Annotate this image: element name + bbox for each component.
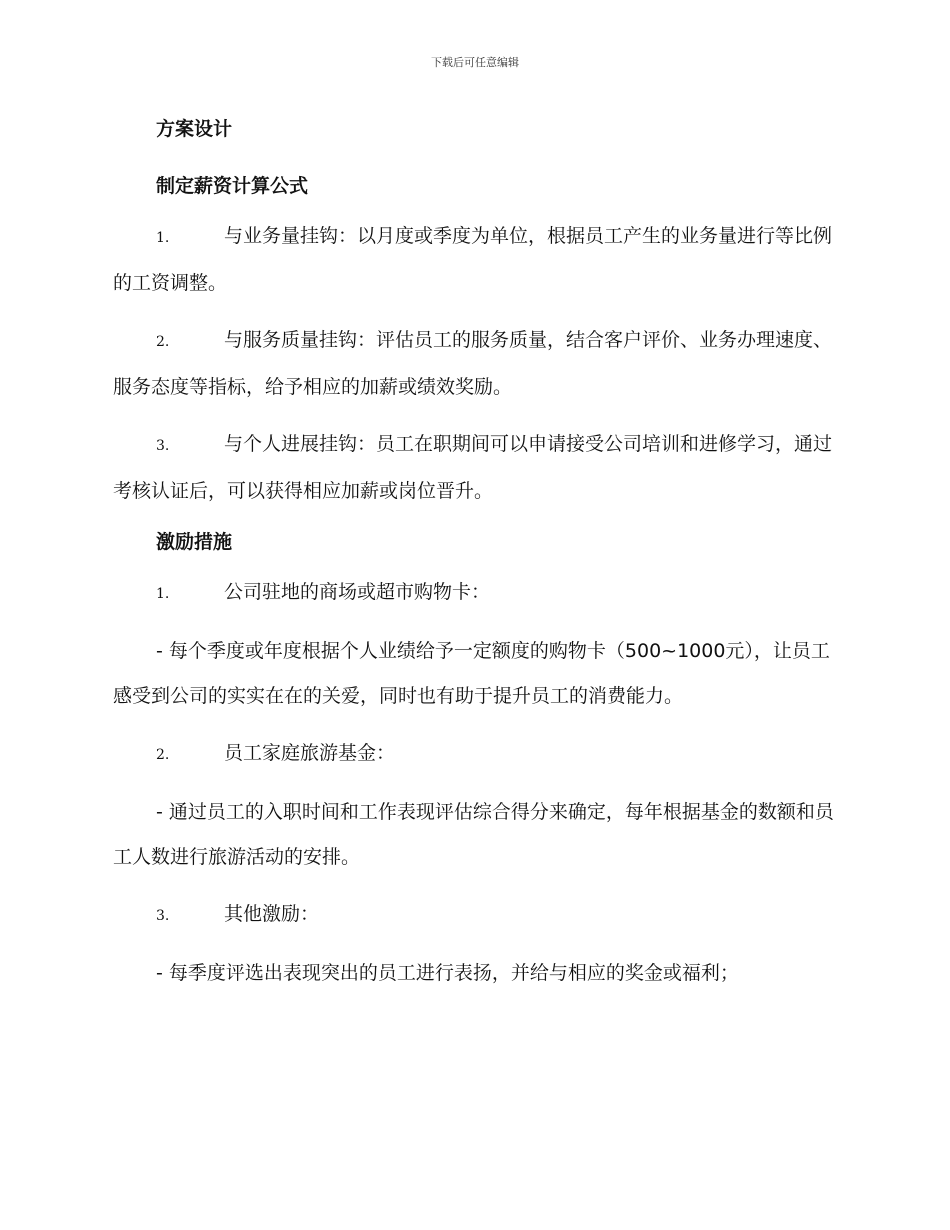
list-item-text: 其他激励： bbox=[224, 903, 320, 925]
list-item bbox=[113, 318, 835, 410]
list-item bbox=[113, 422, 835, 514]
list-item bbox=[113, 892, 835, 939]
section-title: 方案设计 bbox=[156, 118, 233, 140]
subsection-heading-incentives: 激励措施 bbox=[156, 531, 233, 553]
list-item bbox=[113, 214, 835, 306]
list-item-text: 公司驻地的商场或超市购物卡： bbox=[224, 581, 491, 603]
list-number: 1. bbox=[156, 230, 170, 246]
list-item-text: 员工家庭旅游基金： bbox=[224, 742, 396, 764]
list-number: 2. bbox=[156, 334, 170, 350]
list-number: 3. bbox=[156, 438, 170, 454]
list-item bbox=[113, 731, 835, 778]
list-item-text: 与个人进展挂钩：员工在职期间可以申请接受公司培训和进修学习，通过考核认证后，可以获得相应加薪或岗位晋升。 bbox=[113, 433, 833, 502]
list-number: 3. bbox=[156, 908, 170, 924]
list-number: 1. bbox=[156, 586, 170, 602]
list-item-detail: - 每季度评选出表现突出的员工进行表扬，并给与相应的奖金或福利； bbox=[156, 962, 739, 984]
list-item-text: 与业务量挂钩：以月度或季度为单位，根据员工产生的业务量进行等比例的工资调整。 bbox=[113, 225, 833, 294]
list-item-text: 与服务质量挂钩：评估员工的服务质量，结合客户评价、业务办理速度、服务态度等指标，给予相应的加薪或绩效奖励。 bbox=[113, 329, 833, 398]
document-body bbox=[113, 112, 835, 996]
list-number: 2. bbox=[156, 747, 170, 763]
page-header: 下载后可任意编辑 bbox=[431, 56, 519, 69]
list-item-detail: - 通过员工的入职时间和工作表现评估综合得分来确定，每年根据基金的数额和员工人数进行旅游活动的安排。 bbox=[113, 801, 834, 868]
subsection-heading-salary: 制定薪资计算公式 bbox=[156, 175, 309, 197]
list-item-detail: - 每个季度或年度根据个人业绩给予一定额度的购物卡（500~1000元），让员工感受到公司的实实在在的关爱，同时也有助于提升员工的消费能力。 bbox=[113, 640, 830, 707]
list-item bbox=[113, 570, 835, 617]
